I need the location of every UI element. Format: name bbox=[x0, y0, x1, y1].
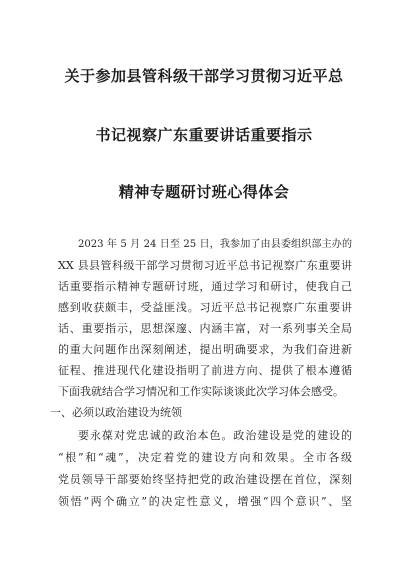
document-title-line-1: 关于参加县管科级干部学习贯彻习近平总 bbox=[64, 67, 344, 85]
body-line: 感到收获颇丰，受益匪浅。习近平总书记视察广东重要讲 bbox=[58, 301, 352, 314]
body-line: 要永葆对党忠诚的政治本色。政治建设是党的建设的 bbox=[78, 429, 352, 442]
document-title-line-2: 书记视察广东重要讲话重要指示 bbox=[95, 126, 313, 144]
body-line: 领悟“两个确立”的决定性意义，增强“四个意识”、坚 bbox=[58, 495, 352, 508]
body-line: XX 县县管科级干部学习贯彻习近平总书记视察广东重要讲 bbox=[58, 259, 352, 272]
section-heading: 一、必须以政治建设为统领 bbox=[50, 406, 182, 419]
body-line: 话重要指示精神专题研讨班，通过学习和研讨，使我自己 bbox=[58, 280, 352, 293]
body-line: 的重大问题作出深刻阐述，提出明确要求，为我们奋进新 bbox=[58, 343, 352, 356]
body-line: “根”和“魂”，决定着党的建设方向和效果。全市各级 bbox=[58, 451, 352, 464]
body-line: 征程、推进现代化建设指明了前进方向、提供了根本遵循 bbox=[58, 364, 352, 377]
document-title-line-3: 精神专题研讨班心得体会 bbox=[118, 183, 290, 201]
body-line: 话、重要指示，思想深邃、内涵丰富，对一系列事关全局 bbox=[58, 322, 352, 335]
body-line: 下面我就结合学习情况和工作实际谈谈此次学习体会感受。 bbox=[58, 385, 344, 398]
body-line: 党员领导干部要始终坚持把党的政治建设摆在首位，深刻 bbox=[58, 473, 352, 486]
body-line: 2023 年 5 月 24 日至 25 日，我参加了由县委组织部主办的 bbox=[78, 239, 352, 250]
